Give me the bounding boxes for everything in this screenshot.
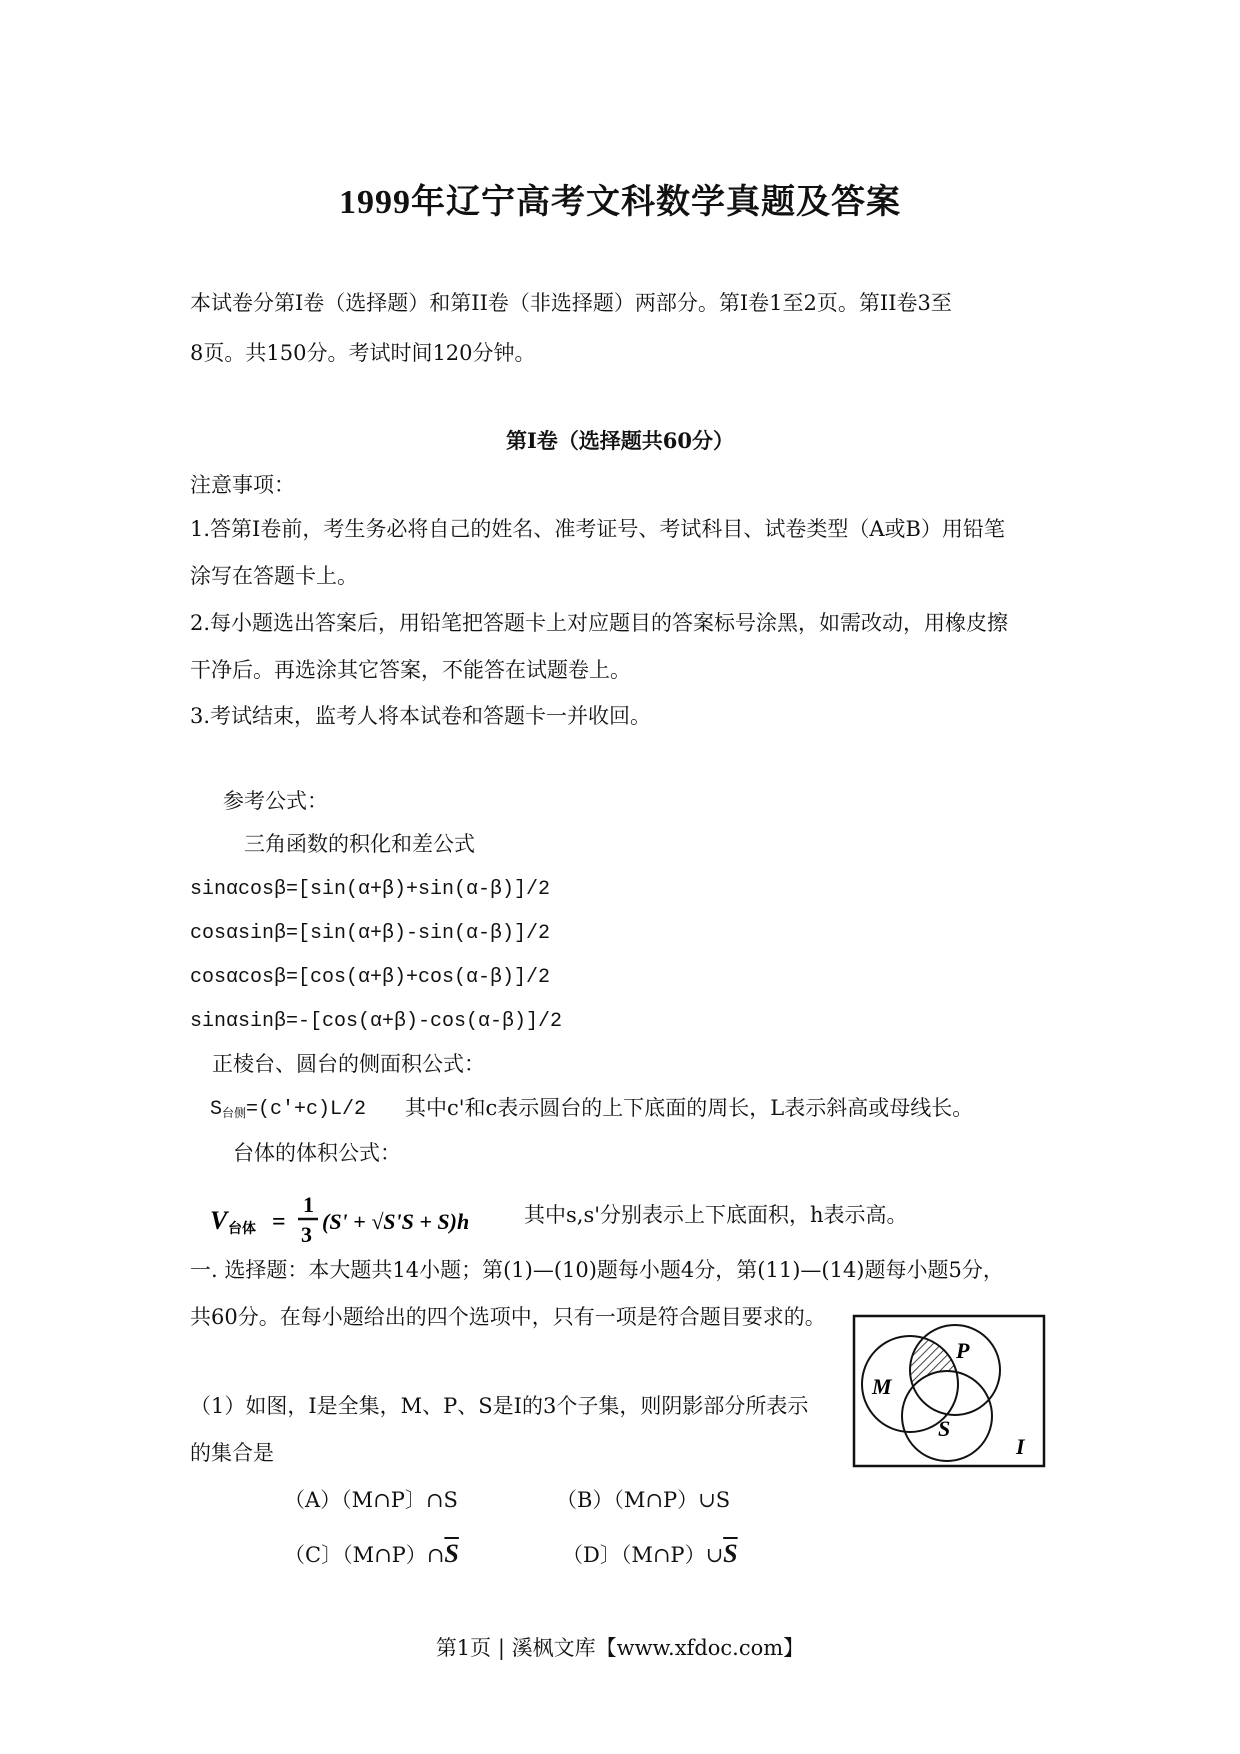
option-c-s-bar: $\overline{S}$ xyxy=(444,1539,459,1568)
note-1-line-2: 涂写在答题卡上。 xyxy=(190,564,358,588)
trig-formula-2: cosαsinβ=[sin(α+β)-sin(α-β)]/2 xyxy=(190,922,551,945)
page-footer: 第1页 | 溪枫文库【www.xfdoc.com】 xyxy=(435,1636,805,1660)
label-i: I xyxy=(1016,1434,1025,1459)
q1-line-1: （1）如图，I是全集，M、P、S是I的3个子集，则阴影部分所表示 xyxy=(190,1394,809,1418)
venn-diagram xyxy=(852,1314,1048,1474)
option-b: （B）（M∩P）∪S xyxy=(556,1488,731,1512)
part1-line-2: 共60分。在每小题给出的四个选项中，只有一项是符合题目要求的。 xyxy=(190,1305,826,1329)
volume-numerator: 1 xyxy=(303,1192,314,1217)
lateral-expression: =(c'+c)L/2 xyxy=(246,1098,367,1121)
volume-expression: (S' + √S'S + S)h xyxy=(322,1209,470,1234)
note-3: 3.考试结束，监考人将本试卷和答题卡一并收回。 xyxy=(190,704,652,728)
lateral-S: S xyxy=(210,1098,223,1121)
intro-line-1: 本试卷分第Ⅰ卷（选择题）和第II卷（非选择题）两部分。第Ⅰ卷1至2页。第II卷3至 xyxy=(190,291,952,315)
part1-line-1: 一. 选择题：本大题共14小题；第(1)—(10)题每小题4分，第(11)—(14)题每小题5分， xyxy=(190,1258,1004,1282)
section-heading: 第Ⅰ卷（选择题共60分） xyxy=(505,428,735,453)
note-1-line-1: 1.答第Ⅰ卷前，考生务必将自己的姓名、准考证号、考试科目、试卷类型（A或B）用铅笔 xyxy=(190,517,1005,541)
volume-V: V xyxy=(210,1206,228,1235)
notes-heading: 注意事项： xyxy=(190,473,295,497)
option-c xyxy=(284,1541,459,1567)
lateral-area-heading: 正棱台、圆台的侧面积公式： xyxy=(212,1052,485,1076)
trig-formula-3: cosαcosβ=[cos(α+β)+cos(α-β)]/2 xyxy=(190,966,551,989)
option-d-s-bar: $\overline{S}$ xyxy=(723,1539,738,1568)
label-s: S xyxy=(938,1416,951,1441)
lateral-subscript: 台侧 xyxy=(222,1107,247,1121)
note-2-line-1: 2.每小题选出答案后，用铅笔把答题卡上对应题目的答案标号涂黑，如需改动，用橡皮擦 xyxy=(190,611,1009,635)
volume-formula xyxy=(210,1182,530,1256)
volume-denominator: 3 xyxy=(301,1222,312,1247)
note-2-line-2: 干净后。再选涂其它答案，不能答在试题卷上。 xyxy=(190,658,631,682)
volume-note: 其中s,s'分别表示上下底面积，h表示高。 xyxy=(524,1203,908,1227)
page-title: 1999年辽宁高考文科数学真题及答案 xyxy=(339,184,901,221)
q1-line-2: 的集合是 xyxy=(190,1441,274,1465)
trig-formula-1: sinαcosβ=[sin(α+β)+sin(α-β)]/2 xyxy=(190,878,551,901)
label-p: P xyxy=(956,1338,970,1363)
option-d xyxy=(562,1541,738,1567)
lateral-area-note: 其中c'和c表示圆台的上下底面的周长，L表示斜高或母线长。 xyxy=(405,1096,974,1120)
intro-line-2: 8页。共150分。考试时间120分钟。 xyxy=(190,341,536,365)
trig-formula-4: sinαsinβ=-[cos(α+β)-cos(α-β)]/2 xyxy=(190,1010,563,1033)
trig-heading: 三角函数的积化和差公式 xyxy=(244,832,475,856)
formulas-heading: 参考公式： xyxy=(223,789,328,813)
lateral-area-formula xyxy=(210,1098,366,1121)
volume-equals: = xyxy=(272,1209,286,1235)
option-c-text: （C〕（M∩P）∩ xyxy=(284,1543,445,1567)
option-a: （A）（M∩P〕∩S xyxy=(284,1488,458,1512)
volume-heading: 台体的体积公式： xyxy=(233,1141,401,1165)
option-d-text: （D〕（M∩P）∪ xyxy=(562,1543,724,1567)
volume-subscript: 台体 xyxy=(228,1221,256,1237)
label-m: M xyxy=(872,1374,892,1399)
